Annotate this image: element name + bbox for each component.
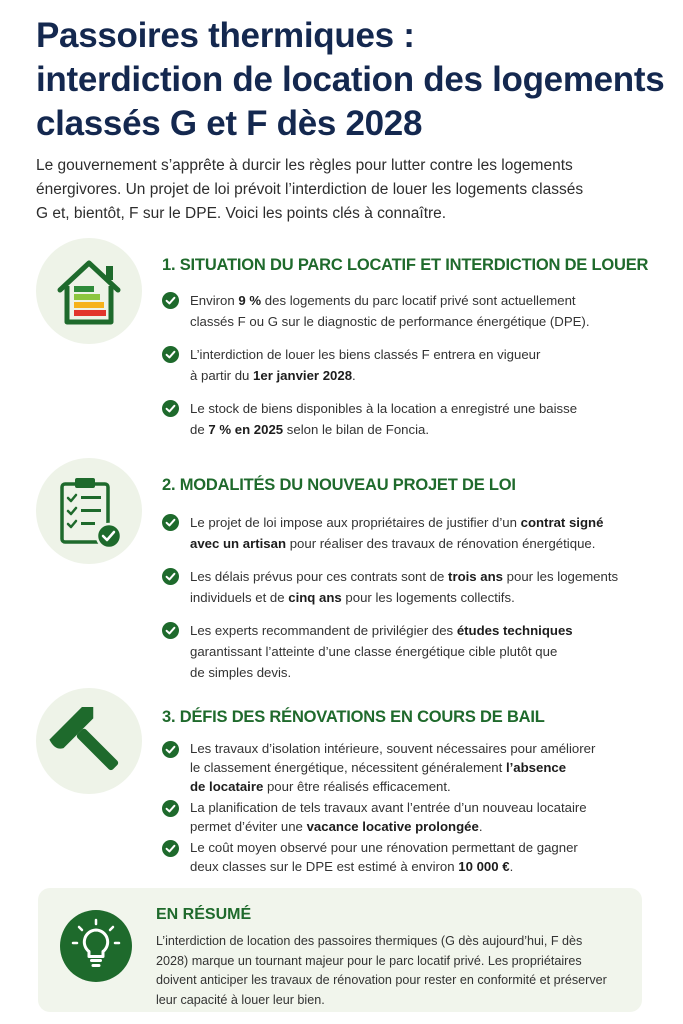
summary-line-4: leur capacité à louer leur bien.	[156, 992, 325, 1007]
intro-line-3: G et, bientôt, F sur le DPE. Voici les points clés à connaître.	[36, 205, 447, 222]
text: à partir du	[190, 368, 254, 383]
summary-line-3: doivent anticiper les travaux de rénovation pour rester en conformité et préserver	[156, 973, 607, 987]
text: .	[352, 368, 356, 383]
section-3-title: 3. DÉFIS DES RÉNOVATIONS EN COURS DE BAIL	[162, 708, 545, 726]
check-icon	[162, 400, 179, 417]
bold-text: 10 000 €	[458, 859, 510, 874]
text: Les experts recommandent de privilégier des	[190, 623, 457, 638]
section-1-title: 1. SITUATION DU PARC LOCATIF ET INTERDICTION DE LOUER	[162, 256, 649, 274]
title-line-1: Passoires thermiques :	[36, 16, 415, 55]
page-title	[36, 14, 676, 146]
energy-house-icon	[36, 238, 142, 344]
text: La planification de tels travaux avant l’entrée d’un nouveau locataire	[190, 800, 587, 815]
text: L’interdiction de louer les biens classés F entrera en vigueur	[190, 347, 541, 362]
text: pour les logements	[503, 569, 619, 584]
checklist-icon	[36, 458, 142, 564]
bold-text: cinq ans	[288, 590, 342, 605]
text: .	[478, 819, 483, 834]
title-line-3: classés G et F dès 2028	[36, 104, 423, 143]
text: le classement énergétique, nécessitent généralement	[190, 760, 506, 775]
bold-text: études techniques	[456, 623, 573, 638]
bold-text: trois ans	[448, 569, 504, 584]
check-icon	[162, 840, 179, 857]
intro-line-1: Le gouvernement s’apprête à durcir les règles pour lutter contre les logements	[36, 157, 573, 174]
lightbulb-icon	[60, 910, 132, 982]
summary-box	[38, 888, 642, 1012]
text: de	[190, 422, 209, 437]
text: pour réaliser des travaux de rénovation énergétique.	[286, 536, 596, 551]
summary-text	[156, 932, 626, 1010]
text: de simples devis.	[190, 665, 292, 680]
bold-text: vacance locative prolongée	[306, 819, 479, 834]
bold-text: avec un artisan	[190, 536, 287, 551]
section-2-icon-circle	[36, 458, 142, 564]
text: garantissant l’atteinte d’une classe énergétique cible plutôt que	[190, 644, 558, 659]
text: des logements du parc locatif privé sont actuellement	[261, 293, 576, 308]
summary-line-2: 2028) marque un tournant majeur pour le parc locatif privé. Les propriétaires	[156, 953, 582, 968]
title-line-2: interdiction de location des logements	[36, 60, 665, 99]
bold-text: de locataire	[190, 779, 264, 794]
bold-text: l’absence	[505, 760, 567, 775]
summary-title: EN RÉSUMÉ	[156, 906, 252, 923]
check-icon	[162, 514, 179, 531]
text: Le projet de loi impose aux propriétaires de justifier d’un	[190, 515, 521, 530]
text: Le coût moyen observé pour une rénovation permettant de gagner	[190, 840, 578, 855]
text: Les délais prévus pour ces contrats sont de	[190, 569, 449, 584]
section-3-icon-circle	[36, 688, 142, 794]
text: permet d’éviter une	[190, 819, 307, 834]
check-icon	[162, 346, 179, 363]
text: Environ	[190, 293, 239, 308]
text: pour les logements collectifs.	[341, 590, 515, 605]
check-icon	[162, 568, 179, 585]
intro-paragraph	[36, 154, 656, 226]
text: Le stock de biens disponibles à la location a enregistré une baisse	[190, 401, 578, 416]
section-1-icon-circle	[36, 238, 142, 344]
bold-text: contrat signé	[520, 515, 604, 530]
check-icon	[162, 292, 179, 309]
text: selon le bilan de Foncia.	[283, 422, 430, 437]
hammer-icon	[36, 688, 142, 794]
section-2-title: 2. MODALITÉS DU NOUVEAU PROJET DE LOI	[162, 476, 516, 494]
bold-text: 9 %	[238, 293, 262, 308]
text: deux classes sur le DPE est estimé à environ	[190, 859, 459, 874]
check-icon	[162, 800, 179, 817]
summary-line-1: L’interdiction de location des passoires thermiques (G dès aujourd’hui, F dès	[156, 934, 583, 948]
text: .	[509, 859, 514, 874]
bold-text: 1er janvier 2028	[253, 368, 353, 383]
check-icon	[162, 741, 179, 758]
text: classés F ou G sur le diagnostic de performance énergétique (DPE).	[190, 314, 590, 329]
text: Les travaux d’isolation intérieure, souvent nécessaires pour améliorer	[190, 741, 596, 756]
summary-icon-circle	[60, 910, 132, 982]
intro-line-2: énergivores. Un projet de loi prévoit l’interdiction de louer les logements classés	[36, 181, 584, 198]
bold-text: 7 % en 2025	[208, 422, 284, 437]
text: individuels et de	[190, 590, 289, 605]
text: pour être réalisés efficacement.	[263, 779, 451, 794]
check-icon	[162, 622, 179, 639]
